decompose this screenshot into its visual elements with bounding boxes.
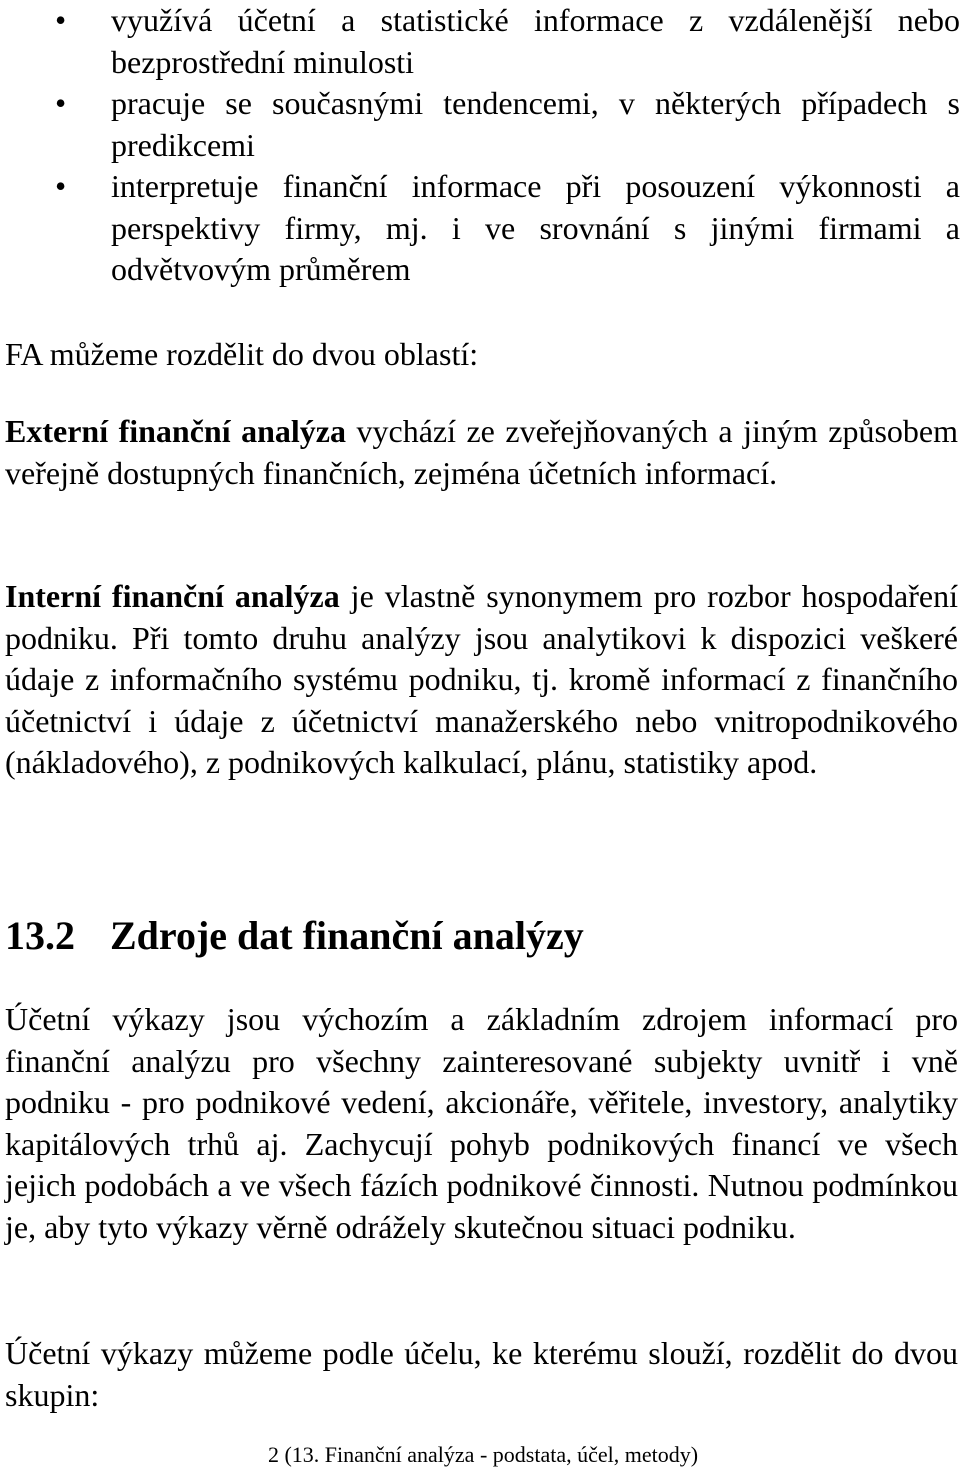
internal-analysis-term: Interní finanční analýza — [5, 578, 340, 614]
section-title: Zdroje dat finanční analýzy — [110, 913, 584, 958]
classification-paragraph — [5, 1333, 958, 1416]
external-analysis-paragraph — [5, 411, 958, 494]
bullet-text: pracuje se současnými tendencemi, v některých případech s predikcemi — [111, 85, 960, 163]
external-analysis-term: Externí finanční analýza — [5, 413, 346, 449]
list-item — [0, 83, 960, 166]
page-footer — [0, 1440, 960, 1470]
footer-text: 2 (13. Finanční analýza - podstata, účel, metody) — [267, 1442, 699, 1467]
sources-paragraph — [5, 999, 958, 1248]
list-item — [0, 0, 960, 83]
intro-text: FA můžeme rozdělit do dvou oblastí: — [5, 336, 479, 372]
bullet-text: interpretuje finanční informace při posouzení výkonnosti a perspektivy firmy, mj. i ve srovnání s jinými firmami a odvětvovým průměrem — [111, 168, 960, 287]
section-number: 13.2 — [5, 913, 75, 958]
intro-paragraph — [5, 334, 958, 376]
bullet-icon: • — [55, 85, 67, 121]
classification-text: Účetní výkazy můžeme podle účelu, ke kterému slouží, rozdělit do dvou skupin: — [5, 1335, 958, 1413]
list-item — [0, 166, 960, 291]
bullet-text: využívá účetní a statistické informace z vzdálenější nebo bezprostřední minulosti — [111, 2, 960, 80]
section-heading — [5, 906, 584, 966]
bullet-list — [0, 0, 960, 291]
internal-analysis-paragraph — [5, 576, 958, 784]
sources-text: Účetní výkazy jsou výchozím a základním zdrojem informací pro finanční analýzu pro všechny zainteresované subjekty uvnitř i vně podniku - pro podnikové vedení, akcionáře, věřitele, investory, analytiky kapitálových trhů aj. Zachycují pohyb podnikových financí ve všech jejich podobách a ve všech fázích podnikové činnosti. Nutnou podmínkou je, aby tyto výkazy věrně odrážely skutečnou situaci podniku. — [5, 1001, 958, 1245]
bullet-icon: • — [55, 168, 67, 204]
internal-analysis-text: je vlastně synonymem pro rozbor hospodaření podniku. Při tomto druhu analýzy jsou analytikovi k dispozici veškeré údaje z informačního systému podniku, tj. kromě informací z finančního účetnictví i údaje z účetnictví manažerského nebo vnitropodnikového (nákladového), z podnikových kalkulací, plánu, statistiky apod. — [5, 578, 959, 780]
bullet-icon: • — [55, 2, 67, 38]
external-analysis-text: vychází ze zveřejňovaných a jiným způsobem veřejně dostupných finančních, zejména účetních informací. — [5, 413, 959, 491]
